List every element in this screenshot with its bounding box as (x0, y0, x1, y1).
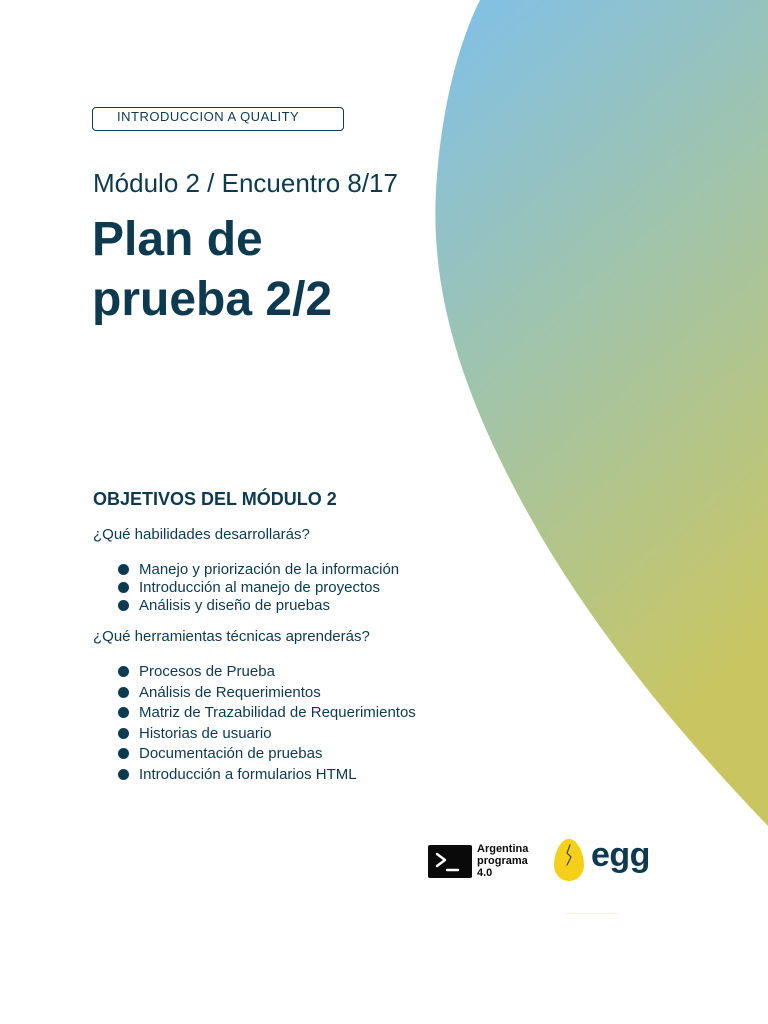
objectives-heading: OBJETIVOS DEL MÓDULO 2 (93, 489, 337, 509)
egg-wordmark: egg (591, 836, 650, 874)
divider (566, 913, 618, 914)
tools-list (118, 662, 416, 785)
page-title-line-2: prueba 2/2 (92, 273, 333, 326)
module-subtitle: Módulo 2 / Encuentro 8/17 (93, 168, 398, 198)
tools-question: ¿Qué herramientas técnicas aprenderás? (93, 628, 370, 645)
egg-logo (551, 836, 661, 884)
list-item: Procesos de Prueba (118, 662, 416, 683)
list-item: Matriz de Trazabilidad de Requerimientos (118, 703, 416, 724)
argentina-programa-logo (428, 842, 548, 882)
course-tag (92, 107, 344, 131)
argentina-programa-wordmark: Argentina programa 4.0 (477, 843, 529, 879)
list-item: Análisis y diseño de pruebas (118, 597, 399, 615)
egg-icon (551, 836, 587, 884)
terminal-prompt-icon (428, 845, 472, 878)
page-title (92, 210, 452, 330)
list-item: Introducción a formularios HTML (118, 765, 416, 786)
list-item: Documentación de pruebas (118, 744, 416, 765)
course-tag-label: INTRODUCCION A QUALITY (117, 109, 300, 124)
skills-list (118, 561, 399, 615)
list-item: Análisis de Requerimientos (118, 683, 416, 704)
page-title-line-1: Plan de (92, 213, 263, 266)
list-item: Introducción al manejo de proyectos (118, 579, 399, 597)
list-item: Historias de usuario (118, 724, 416, 745)
skills-question: ¿Qué habilidades desarrollarás? (93, 526, 310, 543)
list-item: Manejo y priorización de la información (118, 561, 399, 579)
